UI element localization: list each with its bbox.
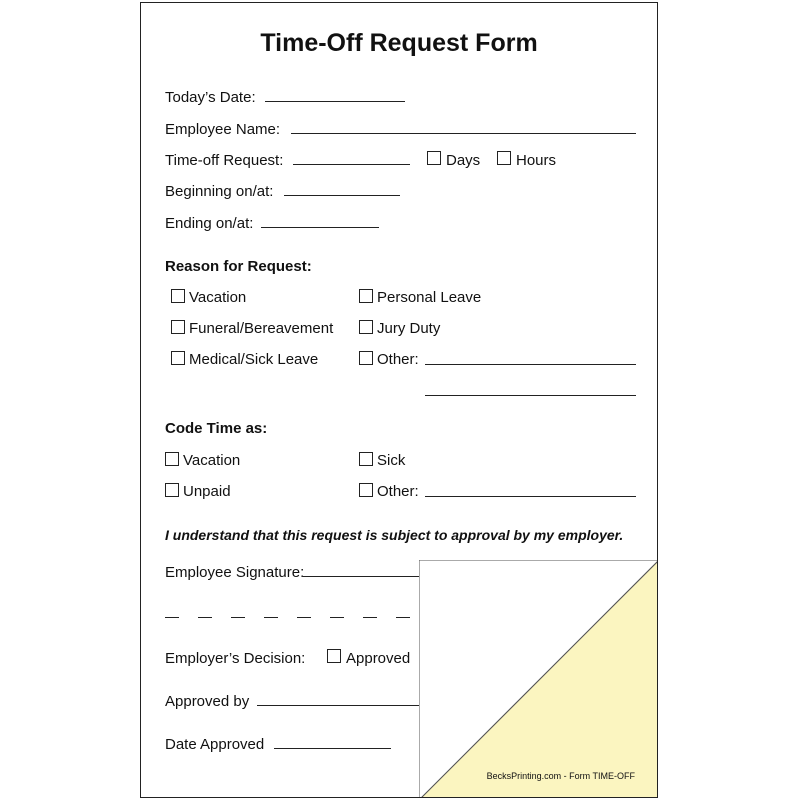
cut-dash xyxy=(363,617,377,618)
days-label: Days xyxy=(446,152,481,169)
code-time-heading: Code Time as: xyxy=(165,420,268,437)
todays-date-label: Today’s Date: xyxy=(165,89,256,106)
code-other-label: Other: xyxy=(377,483,419,500)
code-unpaid-checkbox[interactable] xyxy=(165,483,179,497)
reason-personal-leave-checkbox[interactable] xyxy=(359,289,373,303)
approved-by-field[interactable] xyxy=(257,705,427,706)
time-off-amount-field[interactable] xyxy=(293,164,410,165)
code-other-field[interactable] xyxy=(425,496,636,497)
employer-decision-label: Employer’s Decision: xyxy=(165,650,306,667)
todays-date-field[interactable] xyxy=(265,101,405,102)
footer-text: BecksPrinting.com - Form TIME-OFF xyxy=(486,771,635,781)
cut-dash xyxy=(165,617,179,618)
reason-vacation-label: Vacation xyxy=(189,289,247,306)
reason-other-field[interactable] xyxy=(425,364,636,365)
reason-other-checkbox[interactable] xyxy=(359,351,373,365)
approved-label: Approved xyxy=(346,650,411,667)
beginning-field[interactable] xyxy=(284,195,400,196)
approval-statement: I understand that this request is subject to approval by my employer. xyxy=(165,527,624,543)
code-vacation-label: Vacation xyxy=(183,452,241,469)
date-approved-field[interactable] xyxy=(274,748,391,749)
code-vacation-checkbox[interactable] xyxy=(165,452,179,466)
reason-medical-checkbox[interactable] xyxy=(171,351,185,365)
employee-signature-label: Employee Signature: xyxy=(165,564,305,581)
reason-heading: Reason for Request: xyxy=(165,258,312,275)
reason-personal-leave-label: Personal Leave xyxy=(377,289,482,306)
page-curl xyxy=(419,560,658,798)
code-other-checkbox[interactable] xyxy=(359,483,373,497)
reason-other-field-line-2[interactable] xyxy=(425,395,636,396)
hours-label: Hours xyxy=(516,152,557,169)
code-sick-label: Sick xyxy=(377,452,406,469)
employee-signature-field[interactable] xyxy=(303,576,423,577)
approved-checkbox[interactable] xyxy=(327,649,341,663)
cut-dash xyxy=(297,617,311,618)
reason-jury-duty-label: Jury Duty xyxy=(377,320,441,337)
days-checkbox[interactable] xyxy=(427,151,441,165)
date-approved-label: Date Approved xyxy=(165,736,265,753)
cut-dash xyxy=(264,617,278,618)
form-title: Time-Off Request Form xyxy=(260,29,538,57)
hours-checkbox[interactable] xyxy=(497,151,511,165)
ending-field[interactable] xyxy=(261,227,379,228)
code-sick-checkbox[interactable] xyxy=(359,452,373,466)
reason-other-label: Other: xyxy=(377,351,419,368)
ending-label: Ending on/at: xyxy=(165,215,254,232)
reason-medical-label: Medical/Sick Leave xyxy=(189,351,319,368)
beginning-label: Beginning on/at: xyxy=(165,183,274,200)
reason-vacation-checkbox[interactable] xyxy=(171,289,185,303)
approved-by-label: Approved by xyxy=(165,693,250,710)
cut-dash xyxy=(198,617,212,618)
cut-dash xyxy=(330,617,344,618)
reason-funeral-label: Funeral/Bereavement xyxy=(189,320,334,337)
cut-dash xyxy=(396,617,410,618)
time-off-request-label: Time-off Request: xyxy=(165,152,284,169)
employee-name-field[interactable] xyxy=(291,133,636,134)
code-unpaid-label: Unpaid xyxy=(183,483,231,500)
employee-name-label: Employee Name: xyxy=(165,121,281,138)
cut-dash xyxy=(231,617,245,618)
reason-jury-duty-checkbox[interactable] xyxy=(359,320,373,334)
form-page xyxy=(140,2,658,798)
reason-funeral-checkbox[interactable] xyxy=(171,320,185,334)
